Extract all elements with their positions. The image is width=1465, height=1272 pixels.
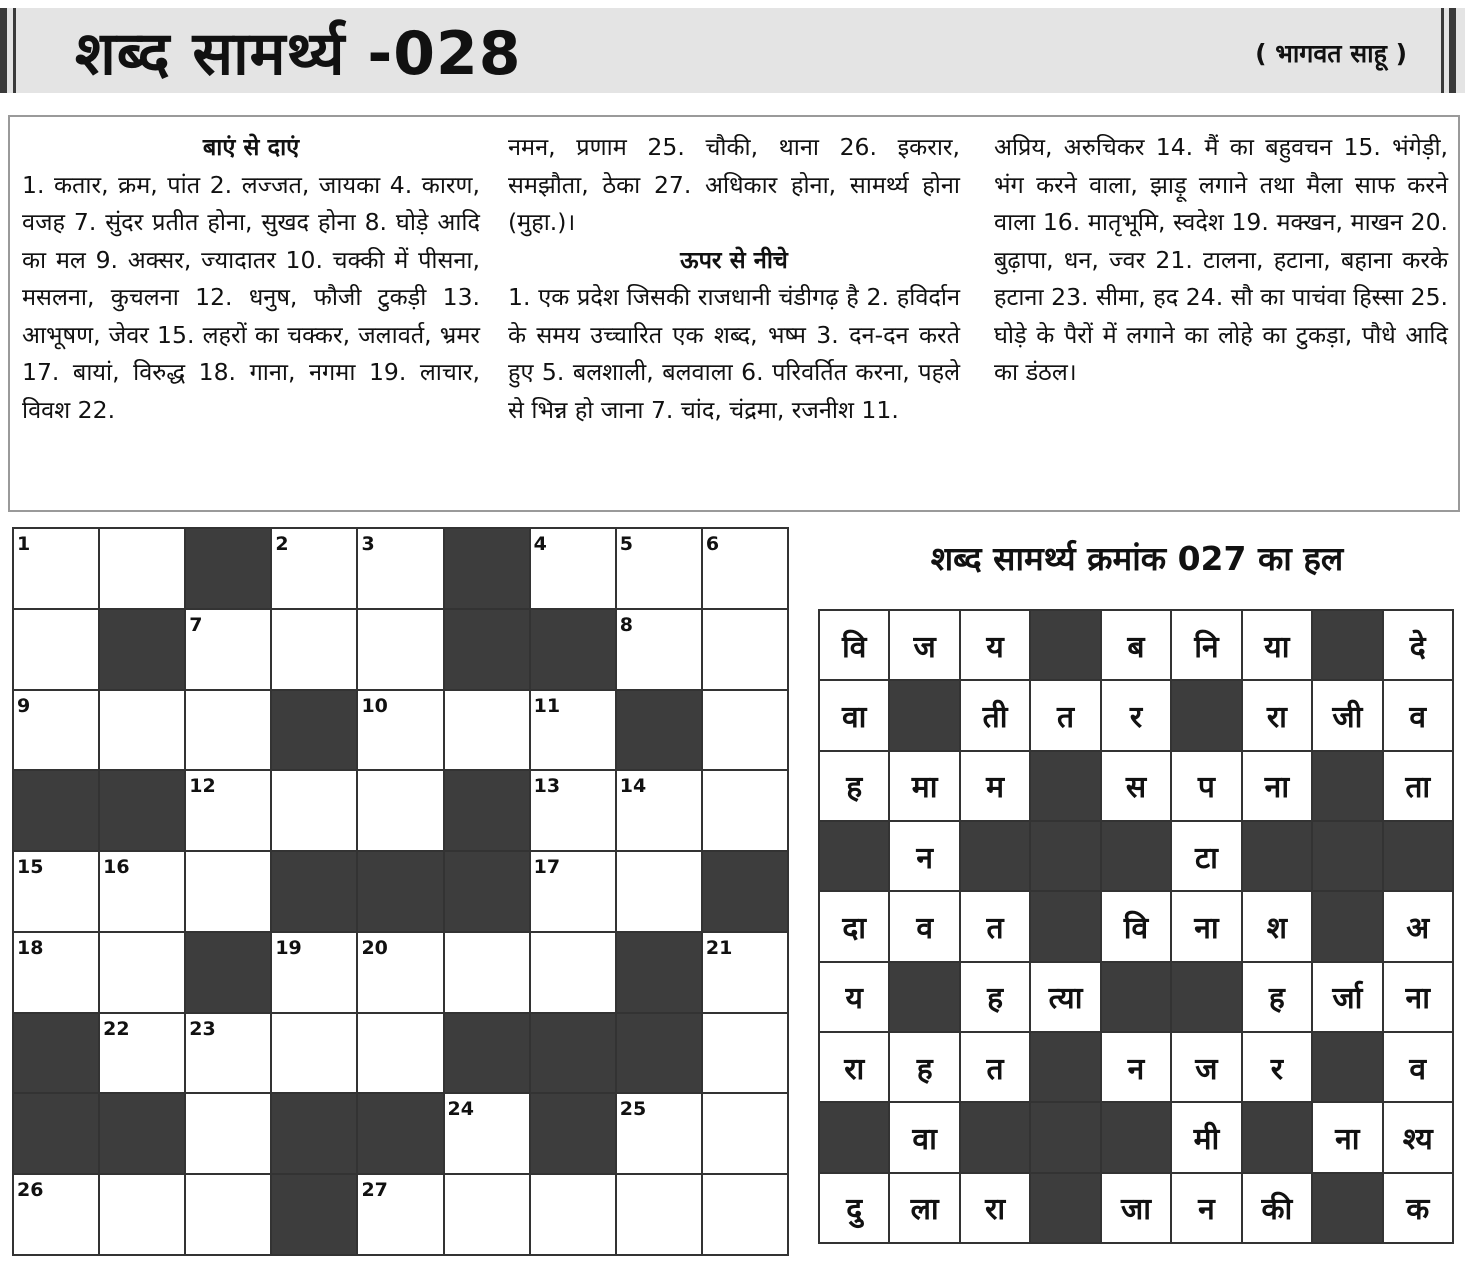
- solution-block-cell: [1031, 892, 1099, 960]
- solution-block-cell: [1243, 1103, 1311, 1171]
- solution-cell: ह: [890, 1033, 958, 1101]
- clue-number: 4: [533, 533, 547, 555]
- puzzle-block-cell: [14, 1014, 98, 1093]
- across-clues: 1. कतार, क्रम, पांत 2. लज्जत, जायका 4. कारण, वजह 7. सुंदर प्रतीत होना, सुखद होना 8. घोड़े आदि का मल 9. अक्सर, ज्यादातर 10. चक्की में पीसना, मसलना, कुचलना 12. धनुष, फौजी टुकड़ी 13. आभूषण, जेवर 15. लहरों का चक्कर, जलावर्त, भ्रमर 17. बायां, विरुद्ध 18. गाना, नगमा 19. लाचार, विवश 22.: [22, 170, 480, 424]
- solution-cell: ना: [1384, 963, 1452, 1031]
- solution-block-cell: [890, 963, 958, 1031]
- puzzle-block-cell: [358, 852, 442, 931]
- solution-cell: वि: [1102, 892, 1170, 960]
- solution-cell: ना: [1313, 1103, 1381, 1171]
- solution-cell: व: [1384, 681, 1452, 749]
- clue-number: 8: [619, 613, 633, 636]
- puzzle-cell[interactable]: [100, 852, 184, 931]
- puzzle-block-cell: [186, 529, 270, 608]
- header-bar-right-outer: [1449, 8, 1456, 93]
- clue-number: 20: [361, 936, 388, 959]
- puzzle-block-cell: [14, 1094, 98, 1173]
- solution-cell: मा: [890, 752, 958, 820]
- puzzle-block-cell: [445, 852, 529, 931]
- solution-cell: की: [1243, 1174, 1311, 1242]
- solution-block-cell: [1102, 822, 1170, 890]
- puzzle-block-cell: [272, 852, 356, 931]
- solution-cell: ब: [1102, 611, 1170, 679]
- solution-cell: ना: [1243, 752, 1311, 820]
- puzzle-cell[interactable]: [100, 529, 184, 608]
- puzzle-cell[interactable]: [617, 1094, 701, 1173]
- solution-title: शब्द सामर्थ्य क्रमांक 027 का हल: [930, 539, 1344, 578]
- puzzle-block-cell: [703, 852, 787, 931]
- solution-block-cell: [1031, 1174, 1099, 1242]
- puzzle-cell[interactable]: [703, 691, 787, 770]
- puzzle-cell[interactable]: [186, 852, 270, 931]
- solution-cell: अ: [1384, 892, 1452, 960]
- puzzle-block-cell: [617, 1014, 701, 1093]
- puzzle-cell[interactable]: [445, 691, 529, 770]
- solution-block-cell: [1031, 822, 1099, 890]
- solution-block-cell: [1313, 892, 1381, 960]
- solution-cell: न: [890, 822, 958, 890]
- puzzle-cell[interactable]: [703, 529, 787, 608]
- solution-cell: ज: [890, 611, 958, 679]
- puzzle-cell[interactable]: [358, 529, 442, 608]
- puzzle-cell[interactable]: [358, 1014, 442, 1093]
- puzzle-block-cell: [272, 1094, 356, 1173]
- puzzle-cell[interactable]: [14, 1175, 98, 1254]
- puzzle-cell[interactable]: [617, 1175, 701, 1254]
- down-heading: ऊपर से नीचे: [680, 245, 788, 274]
- solution-block-cell: [1102, 963, 1170, 1031]
- clues-box: [8, 115, 1460, 512]
- down-clues: 1. एक प्रदेश जिसकी राजधानी चंडीगढ़ है 2. हविर्दान के समय उच्चारित एक शब्द, भष्म 3. दन-दन करते हुए 5. बलशाली, बलवाला 6. परिवर्तित करना, पहले से भिन्न हो जाना 7. चांद, चंद्रमा, रजनीश 11.: [508, 283, 960, 424]
- puzzle-cell[interactable]: [531, 771, 615, 850]
- puzzle-block-cell: [272, 691, 356, 770]
- puzzle-cell[interactable]: [14, 852, 98, 931]
- puzzle-grid: [12, 527, 789, 1256]
- solution-cell: ना: [1172, 892, 1240, 960]
- solution-cell: वि: [820, 611, 888, 679]
- puzzle-cell[interactable]: [703, 933, 787, 1012]
- puzzle-cell[interactable]: [186, 610, 270, 689]
- solution-cell: ला: [890, 1174, 958, 1242]
- solution-cell: न: [1102, 1033, 1170, 1101]
- author-credit: ( भागवत साहू ): [1255, 39, 1407, 68]
- puzzle-cell[interactable]: [358, 1175, 442, 1254]
- puzzle-cell[interactable]: [358, 933, 442, 1012]
- clue-number: 17: [533, 856, 561, 879]
- puzzle-cell[interactable]: [100, 933, 184, 1012]
- header-bar-left-outer: [0, 8, 7, 93]
- puzzle-block-cell: [100, 1094, 184, 1173]
- solution-cell: श्य: [1384, 1103, 1452, 1171]
- solution-cell: य: [961, 611, 1029, 679]
- clue-number: 7: [189, 613, 203, 636]
- solution-cell: मी: [1172, 1103, 1240, 1171]
- solution-grid: [818, 609, 1454, 1244]
- puzzle-cell[interactable]: [14, 610, 98, 689]
- puzzle-block-cell: [531, 1014, 615, 1093]
- solution-block-cell: [1243, 822, 1311, 890]
- clue-number: 22: [103, 1017, 130, 1040]
- header-banner: [0, 8, 1465, 93]
- clue-number: 26: [17, 1179, 44, 1202]
- solution-block-cell: [1313, 752, 1381, 820]
- solution-cell: ती: [961, 681, 1029, 749]
- puzzle-cell[interactable]: [617, 529, 701, 608]
- solution-block-cell: [890, 681, 958, 749]
- clue-number: 2: [275, 533, 289, 555]
- clue-number: 5: [619, 533, 633, 555]
- solution-block-cell: [1384, 822, 1452, 890]
- puzzle-cell[interactable]: [445, 933, 529, 1012]
- solution-block-cell: [961, 822, 1029, 890]
- solution-cell: दु: [820, 1174, 888, 1242]
- puzzle-cell[interactable]: [445, 1175, 529, 1254]
- solution-cell: जी: [1313, 681, 1381, 749]
- solution-cell: जा: [1102, 1174, 1170, 1242]
- solution-cell: त: [961, 892, 1029, 960]
- puzzle-cell[interactable]: [703, 610, 787, 689]
- puzzle-cell[interactable]: [100, 1014, 184, 1093]
- solution-cell: टा: [1172, 822, 1240, 890]
- puzzle-cell[interactable]: [186, 1175, 270, 1254]
- clue-number: 21: [705, 936, 733, 959]
- clues-column-1: [22, 129, 480, 429]
- across-heading: बाएं से दाएं: [202, 133, 300, 161]
- clue-number: 25: [619, 1098, 647, 1121]
- puzzle-cell[interactable]: [100, 1175, 184, 1254]
- solution-cell: र: [1243, 1033, 1311, 1101]
- solution-cell: ह: [820, 752, 888, 820]
- solution-block-cell: [1313, 611, 1381, 679]
- puzzle-cell[interactable]: [272, 933, 356, 1012]
- solution-block-cell: [820, 1103, 888, 1171]
- puzzle-cell[interactable]: [358, 691, 442, 770]
- puzzle-cell[interactable]: [272, 529, 356, 608]
- puzzle-cell[interactable]: [531, 1175, 615, 1254]
- down-clues-continued: अप्रिय, अरुचिकर 14. मैं का बहुवचन 15. भंगेड़ी, भंग करने वाला, झाड़ू लगाने तथा मैला साफ करने वाला 16. मातृभूमि, स्वदेश 19. मक्खन, माखन 20. बुढ़ापा, धन, ज्वर 21. टालना, हटाना, बहाना करके हटाना 23. सीमा, हद 24. सौ का पाचंवा हिस्सा 25. घोड़े के पैरों में लगाने का लोहे का टुकड़ा, पौधे आदि का डंठल।: [994, 133, 1448, 386]
- header-bar-left-inner: [13, 8, 16, 93]
- solution-cell: क: [1384, 1174, 1452, 1242]
- puzzle-cell[interactable]: [186, 1094, 270, 1173]
- puzzle-cell[interactable]: [358, 771, 442, 850]
- clue-number: 19: [275, 936, 302, 959]
- solution-block-cell: [1172, 963, 1240, 1031]
- solution-cell: ता: [1384, 752, 1452, 820]
- solution-cell: रा: [961, 1174, 1029, 1242]
- puzzle-cell[interactable]: [703, 1014, 787, 1093]
- puzzle-cell[interactable]: [272, 610, 356, 689]
- solution-cell: म: [961, 752, 1029, 820]
- clues-column-2: [508, 129, 960, 429]
- clue-number: 12: [189, 775, 216, 798]
- clue-number: 11: [533, 694, 561, 717]
- solution-cell: दे: [1384, 611, 1452, 679]
- puzzle-cell[interactable]: [531, 529, 615, 608]
- puzzle-cell[interactable]: [531, 691, 615, 770]
- solution-cell: ज: [1172, 1033, 1240, 1101]
- puzzle-block-cell: [100, 771, 184, 850]
- puzzle-block-cell: [358, 1094, 442, 1173]
- clue-number: 10: [361, 694, 388, 717]
- solution-cell: दा: [820, 892, 888, 960]
- clue-number: 23: [189, 1017, 216, 1040]
- solution-cell: य: [820, 963, 888, 1031]
- puzzle-cell[interactable]: [617, 771, 701, 850]
- clue-number: 13: [533, 775, 561, 798]
- clue-number: 14: [619, 775, 647, 798]
- puzzle-block-cell: [531, 610, 615, 689]
- puzzle-block-cell: [617, 691, 701, 770]
- clues-column-3: [994, 129, 1448, 392]
- puzzle-cell[interactable]: [100, 691, 184, 770]
- puzzle-block-cell: [617, 933, 701, 1012]
- puzzle-cell[interactable]: [531, 933, 615, 1012]
- solution-block-cell: [1172, 681, 1240, 749]
- clue-number: 24: [447, 1098, 474, 1121]
- puzzle-cell[interactable]: [358, 610, 442, 689]
- page-title: शब्द सामर्थ्य -028: [75, 19, 522, 89]
- solution-cell: व: [890, 892, 958, 960]
- solution-cell: र्जा: [1313, 963, 1381, 1031]
- clue-number: 16: [103, 856, 130, 879]
- solution-block-cell: [1313, 1033, 1381, 1101]
- puzzle-cell[interactable]: [186, 771, 270, 850]
- solution-cell: त: [1031, 681, 1099, 749]
- puzzle-block-cell: [272, 1175, 356, 1254]
- solution-cell: नि: [1172, 611, 1240, 679]
- solution-cell: रा: [1243, 681, 1311, 749]
- across-clues-continued: नमन, प्रणाम 25. चौकी, थाना 26. इकरार, समझौता, ठेका 27. अधिकार होना, सामर्थ्य होना (मुहा.)।: [508, 133, 960, 236]
- solution-cell: ह: [961, 963, 1029, 1031]
- solution-block-cell: [961, 1103, 1029, 1171]
- clue-number: 1: [17, 533, 31, 555]
- puzzle-cell[interactable]: [186, 1014, 270, 1093]
- puzzle-cell[interactable]: [186, 691, 270, 770]
- puzzle-cell[interactable]: [531, 852, 615, 931]
- clue-number: 9: [17, 694, 31, 717]
- puzzle-block-cell: [531, 1094, 615, 1173]
- solution-block-cell: [1031, 611, 1099, 679]
- solution-cell: र: [1102, 681, 1170, 749]
- solution-cell: त्या: [1031, 963, 1099, 1031]
- solution-cell: श: [1243, 892, 1311, 960]
- puzzle-block-cell: [445, 529, 529, 608]
- puzzle-cell[interactable]: [445, 1094, 529, 1173]
- clue-number: 15: [17, 856, 44, 879]
- puzzle-block-cell: [186, 933, 270, 1012]
- solution-block-cell: [1031, 1103, 1099, 1171]
- solution-block-cell: [1313, 822, 1381, 890]
- puzzle-cell[interactable]: [14, 933, 98, 1012]
- solution-block-cell: [1102, 1103, 1170, 1171]
- puzzle-cell[interactable]: [14, 529, 98, 608]
- solution-cell: रा: [820, 1033, 888, 1101]
- puzzle-cell[interactable]: [703, 1175, 787, 1254]
- puzzle-cell[interactable]: [14, 691, 98, 770]
- clue-number: 18: [17, 936, 44, 959]
- solution-cell: ह: [1243, 963, 1311, 1031]
- puzzle-block-cell: [100, 610, 184, 689]
- solution-cell: व: [1384, 1033, 1452, 1101]
- puzzle-block-cell: [445, 1014, 529, 1093]
- solution-cell: प: [1172, 752, 1240, 820]
- puzzle-cell[interactable]: [272, 1014, 356, 1093]
- puzzle-block-cell: [445, 610, 529, 689]
- puzzle-block-cell: [14, 771, 98, 850]
- puzzle-cell[interactable]: [272, 771, 356, 850]
- solution-cell: स: [1102, 752, 1170, 820]
- clue-number: 3: [361, 533, 375, 555]
- clue-number: 6: [705, 533, 720, 555]
- solution-block-cell: [1313, 1174, 1381, 1242]
- solution-block-cell: [1031, 1033, 1099, 1101]
- puzzle-cell[interactable]: [617, 852, 701, 931]
- puzzle-cell[interactable]: [703, 1094, 787, 1173]
- header-bar-right-inner: [1441, 8, 1444, 93]
- puzzle-block-cell: [445, 771, 529, 850]
- solution-cell: या: [1243, 611, 1311, 679]
- solution-block-cell: [1031, 752, 1099, 820]
- puzzle-cell[interactable]: [703, 771, 787, 850]
- puzzle-cell[interactable]: [617, 610, 701, 689]
- solution-cell: त: [961, 1033, 1029, 1101]
- solution-cell: न: [1172, 1174, 1240, 1242]
- solution-cell: वा: [820, 681, 888, 749]
- clue-number: 27: [361, 1179, 388, 1202]
- solution-block-cell: [820, 822, 888, 890]
- solution-cell: वा: [890, 1103, 958, 1171]
